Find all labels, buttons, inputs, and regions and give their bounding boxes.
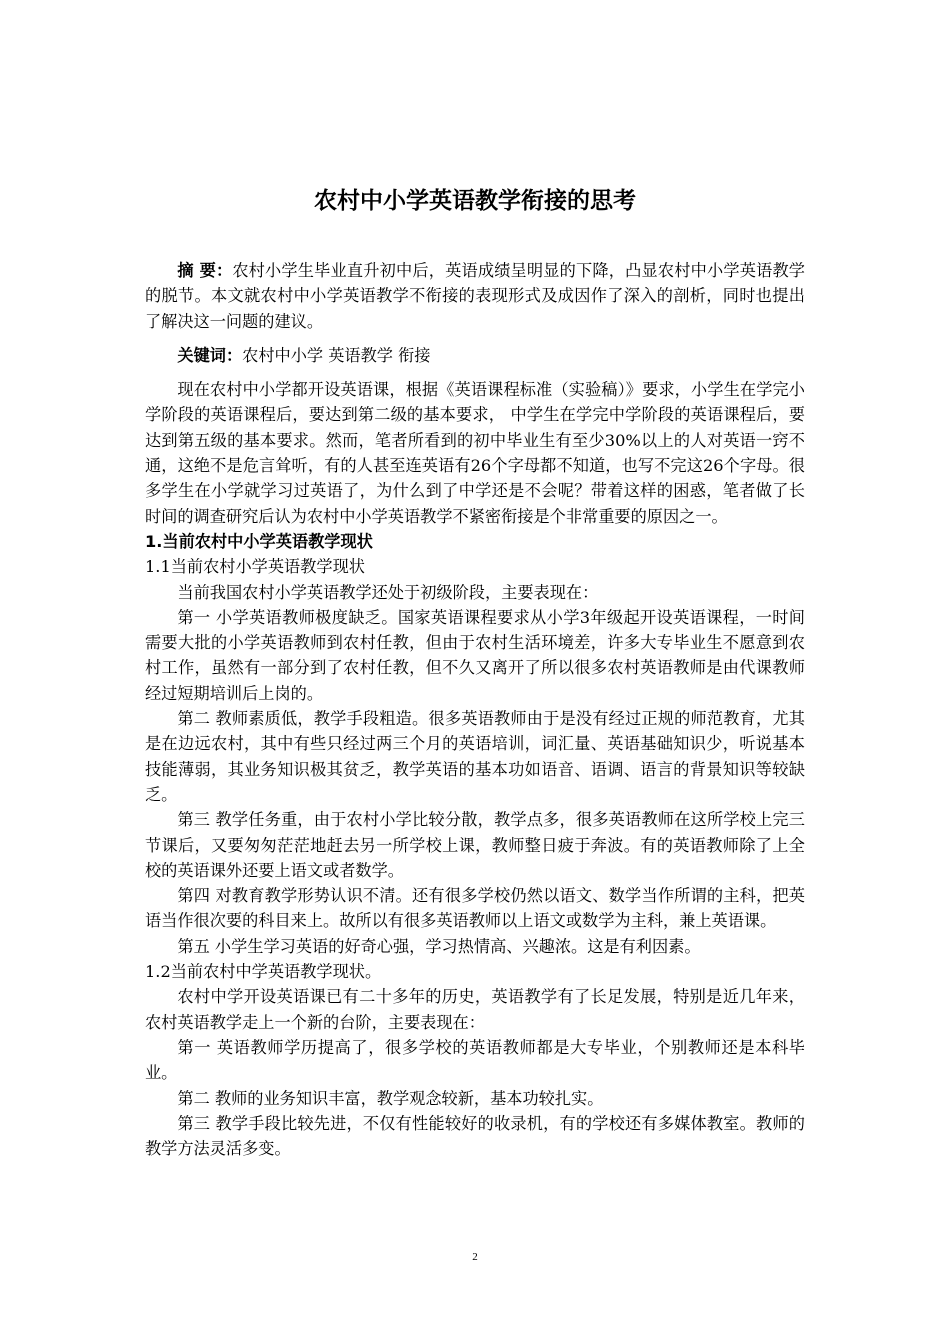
section-1-1-item: 第二 教师素质低，教学手段粗造。很多英语教师由于是没有经过正规的师范教育，尤其是在边远农村，其中有些只经过两三个月的英语培训，词汇量、英语基础知识少，听说基本技能薄弱，其业务知识极其贫乏，教学英语的基本功如语音、语调、语言的背景知识等较缺乏。: [145, 709, 805, 804]
section-1-2-item: 第三 教学手段比较先进，不仅有性能较好的收录机，有的学校还有多媒体教室。教师的教学方法灵活多变。: [145, 1113, 805, 1159]
section-1-1-lead: 当前我国农村小学英语教学还处于初级阶段，主要表现在：: [177, 582, 599, 602]
keywords-text: 农村中小学 英语教学 衔接: [242, 345, 431, 365]
section-1-1-item: 第三 教学任务重，由于农村小学比较分散，教学点多，很多英语教师在这所学校上完三节课后，又要匆匆茫茫地赶去另一所学校上课，教师整日疲于奔波。有的英语教师除了上全校的英语课外还要上语文或者数学。: [145, 810, 805, 880]
section-1-1-heading: 1.1当前农村小学英语教学现状: [145, 557, 365, 577]
section-1-1-item: 第五 小学生学习英语的好奇心强，学习热情高、兴趣浓。这是有利因素。: [177, 936, 701, 956]
abstract-text: 农村小学生毕业直升初中后，英语成绩呈明显的下降，凸显农村中小学英语教学的脱节。本文就农村中小学英语教学不衔接的表现形式及成因作了深入的剖析，同时也提出了解决这一问题的建议。: [145, 261, 805, 331]
abstract-paragraph: [145, 258, 805, 334]
keywords-paragraph: [145, 343, 805, 368]
keywords-label: 关键词：: [177, 345, 243, 365]
section-1-1-item: 第一 小学英语教师极度缺乏。国家英语课程要求从小学3年级起开设英语课程，一时间需要大批的小学英语教师到农村任教，但由于农村生活环境差，许多大专毕业生不愿意到农村工作，虽然有一部分到了农村任教，但不久又离开了所以很多农村英语教师是由代课教师经过短期培训后上岗的。: [145, 607, 805, 703]
document-page: [145, 0, 805, 1344]
page-number: 2: [472, 1251, 478, 1263]
section-1-2-lead: 农村中学开设英语课已有二十多年的历史，英语教学有了长足发展，特别是近几年来，农村英语教学走上一个新的台阶，主要表现在：: [145, 987, 805, 1032]
section-1-1-item: 第四 对教育教学形势认识不清。还有很多学校仍然以语文、数学当作所谓的主科，把英语当作很次要的科目来上。故所以有很多英语教师以上语文或数学为主科，兼上英语课。: [145, 886, 805, 931]
section-1-2-item: 第二 教师的业务知识丰富，教学观念较新，基本功较扎实。: [177, 1088, 604, 1108]
intro-paragraph: 现在农村中小学都开设英语课，根据《英语课程标准（实验稿）》要求，小学生在学完小学阶段的英语课程后，要达到第二级的基本要求， 中学生在学完中学阶段的英语课程后，要达到第五级的基本要求。然而，笔者所看到的初中毕业生有至少30%以上的人对英语一窍不通，这绝不是危言耸听，有的人甚至连英语有26个字母都不知道，也写不完这26个字母。很多学生在小学就学习过英语了，为什么到了中学还是不会呢？带着这样的困惑，笔者做了长时间的调查研究后认为农村中小学英语教学不紧密衔接是个非常重要的原因之一。: [145, 380, 805, 526]
section-1-heading: 1.当前农村中小学英语教学现状: [145, 531, 373, 551]
section-1-2-item: 第一 英语教师学历提高了，很多学校的英语教师都是大专毕业，个别教师还是本科毕业。: [145, 1037, 805, 1083]
abstract-label: 摘 要：: [177, 261, 233, 280]
section-1-2-heading: 1.2当前农村中学英语教学现状。: [145, 962, 382, 982]
document-title: 农村中小学英语教学衔接的思考: [314, 188, 636, 214]
document-body: [145, 258, 805, 1161]
